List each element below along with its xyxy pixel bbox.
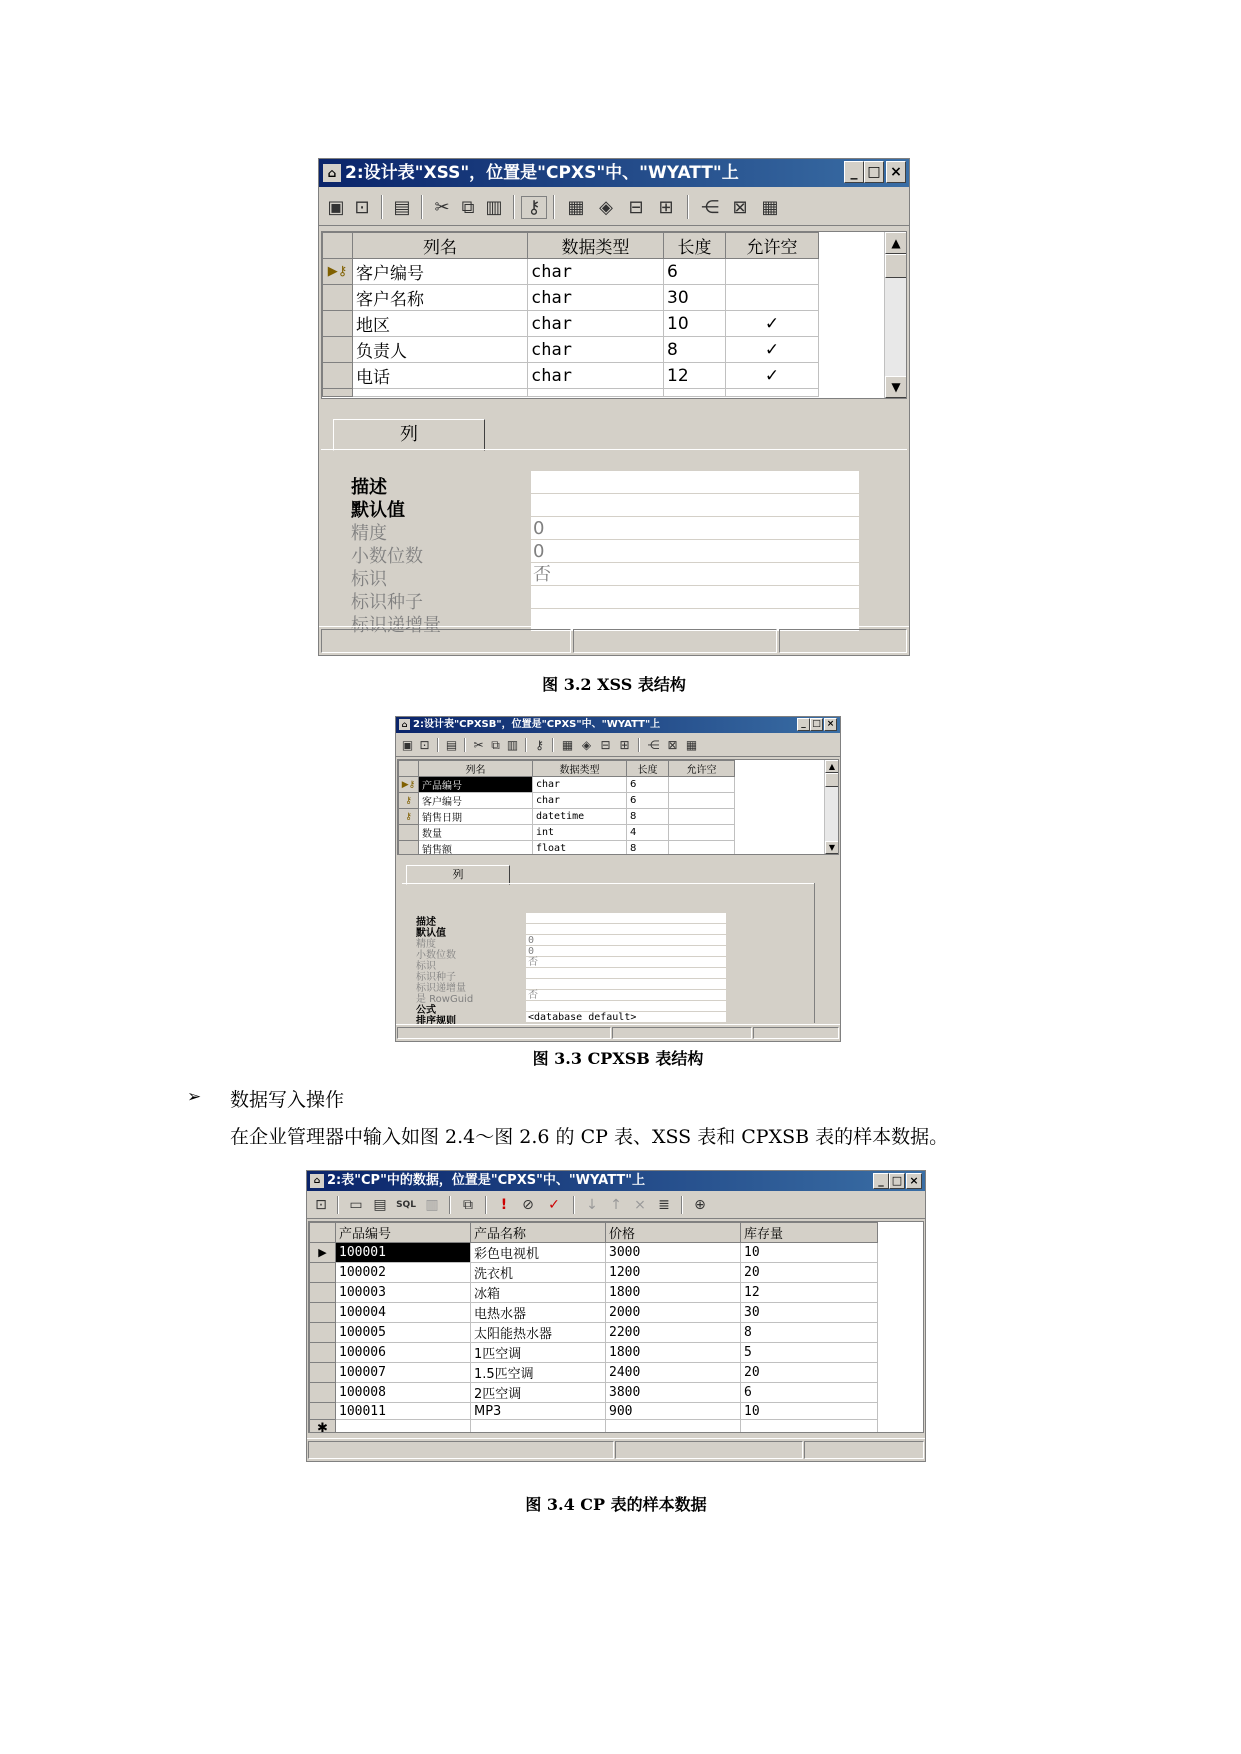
data-type-cell[interactable]: float xyxy=(533,841,627,856)
stock-cell[interactable]: 20 xyxy=(741,1363,878,1383)
data-type-cell[interactable]: int xyxy=(533,825,627,841)
data-type-cell[interactable]: char xyxy=(528,285,664,311)
fig32-tab-columns[interactable]: 列 xyxy=(333,419,485,451)
table-row[interactable] xyxy=(310,1303,878,1323)
property-label: 公式 xyxy=(416,1005,436,1016)
properties-icon[interactable]: ⊡ xyxy=(419,738,430,752)
row-selector[interactable] xyxy=(310,1403,336,1420)
price-cell[interactable]: 1200 xyxy=(606,1263,741,1283)
fig34-title: 2:表"CP"中的数据，位置是"CPXS"中、"WYATT"上 xyxy=(327,1173,645,1188)
nullable-cell[interactable]: ✓ xyxy=(726,311,819,337)
row-pointer-icon[interactable]: ▶ xyxy=(310,1243,336,1263)
data-type-cell[interactable]: char xyxy=(533,777,627,793)
length-cell[interactable]: 8 xyxy=(664,337,726,363)
property-value[interactable]: <database default> xyxy=(526,1012,726,1023)
copy-icon[interactable]: ⧉ xyxy=(491,737,500,752)
minimize-button[interactable]: _ xyxy=(873,1173,889,1189)
manage-indexes-icon[interactable]: ◈ xyxy=(581,738,592,752)
table-row[interactable] xyxy=(310,1383,878,1403)
scroll-down-icon[interactable]: ▼ xyxy=(885,376,907,398)
column-name-cell[interactable]: 销售额 xyxy=(419,841,533,856)
fig34-titlebar xyxy=(307,1171,925,1191)
show-grid-icon[interactable]: ▤ xyxy=(373,1197,387,1213)
length-cell[interactable]: 10 xyxy=(664,311,726,337)
fig34-window xyxy=(306,1170,926,1462)
empty-cell[interactable] xyxy=(471,1420,606,1434)
col-header-product-name[interactable]: 产品名称 xyxy=(471,1223,606,1243)
length-cell[interactable]: 8 xyxy=(627,809,669,825)
product-id-cell[interactable]: 100005 xyxy=(336,1323,471,1343)
change-query-type-icon[interactable]: ⧉ xyxy=(463,1197,473,1213)
nullable-cell[interactable]: ✓ xyxy=(726,337,819,363)
property-value[interactable]: 否 xyxy=(526,990,726,1001)
row-selector[interactable] xyxy=(310,1363,336,1383)
property-label: 标识 xyxy=(351,569,387,590)
row-selector[interactable]: ⚷ xyxy=(399,793,419,809)
column-name-cell[interactable]: 客户名称 xyxy=(353,285,528,311)
paste-icon[interactable]: ▥ xyxy=(485,196,503,218)
property-value[interactable]: 0 xyxy=(526,946,726,957)
data-type-cell[interactable]: char xyxy=(528,337,664,363)
primary-key-icon[interactable]: ⚷ xyxy=(521,196,547,219)
column-name-cell[interactable]: 负责人 xyxy=(353,337,528,363)
empty-cell[interactable] xyxy=(741,1420,878,1434)
fig33-tab-columns[interactable]: 列 xyxy=(406,865,510,885)
product-name-cell[interactable]: 2匹空调 xyxy=(471,1383,606,1403)
product-id-cell[interactable]: 100004 xyxy=(336,1303,471,1323)
col-header-type[interactable]: 数据类型 xyxy=(533,761,627,777)
property-label: 标识种子 xyxy=(351,592,423,613)
column-name-cell[interactable]: 客户编号 xyxy=(419,793,533,809)
data-type-cell[interactable]: char xyxy=(528,363,664,389)
property-label: 默认值 xyxy=(351,500,405,521)
length-cell[interactable]: 12 xyxy=(664,363,726,389)
length-cell[interactable]: 6 xyxy=(627,793,669,809)
fig32-statusbar xyxy=(319,626,909,655)
maximize-button[interactable]: □ xyxy=(810,718,823,731)
run-icon[interactable]: ! xyxy=(500,1197,508,1213)
price-cell[interactable]: 3800 xyxy=(606,1383,741,1403)
table-properties-icon[interactable]: ▦ xyxy=(561,738,574,752)
row-selector[interactable] xyxy=(310,1303,336,1323)
minimize-button[interactable]: _ xyxy=(797,718,810,731)
table-row[interactable] xyxy=(310,1403,878,1420)
col-header-name[interactable]: 列名 xyxy=(353,233,528,259)
row-selector[interactable]: ▶⚷ xyxy=(399,777,419,793)
app-icon: ⌂ xyxy=(323,164,341,182)
fig34-caption: 图 3.4 CP 表的样本数据 xyxy=(525,1495,707,1514)
manage-constraints-icon[interactable]: ⊞ xyxy=(658,196,674,218)
data-type-cell[interactable]: char xyxy=(533,793,627,809)
col-header-nullable[interactable]: 允许空 xyxy=(669,761,735,777)
stock-cell[interactable]: 10 xyxy=(741,1403,878,1420)
section-heading: 数据写入操作 xyxy=(230,1089,345,1111)
paste-icon[interactable]: ▥ xyxy=(506,738,519,752)
script-icon[interactable]: ▤ xyxy=(445,738,458,752)
product-id-cell[interactable]: 100001 xyxy=(336,1243,471,1263)
manage-relationships-icon[interactable]: ⊟ xyxy=(628,196,644,218)
table-properties-icon[interactable]: ▦ xyxy=(567,196,585,218)
property-label: 默认值 xyxy=(416,928,446,939)
product-name-cell[interactable]: 冰箱 xyxy=(471,1283,606,1303)
fig34-data-grid xyxy=(309,1222,878,1433)
grid-icon[interactable]: ▦ xyxy=(761,196,779,218)
price-cell[interactable]: 2200 xyxy=(606,1323,741,1343)
property-value[interactable]: 否 xyxy=(526,957,726,968)
property-label: 描述 xyxy=(351,477,387,498)
verify-sql-icon[interactable]: ✓ xyxy=(548,1197,560,1213)
sort-descending-icon[interactable]: ↑ xyxy=(610,1197,622,1213)
col-header-nullable[interactable]: 允许空 xyxy=(726,233,819,259)
column-name-cell[interactable]: 地区 xyxy=(353,311,528,337)
data-type-cell[interactable]: char xyxy=(528,311,664,337)
col-header-stock[interactable]: 库存量 xyxy=(741,1223,878,1243)
design-icon[interactable]: ⊠ xyxy=(732,196,748,218)
row-selector[interactable]: ▶⚷ xyxy=(323,259,353,285)
length-cell[interactable]: 8 xyxy=(627,841,669,856)
stock-cell[interactable]: 30 xyxy=(741,1303,878,1323)
close-button[interactable]: × xyxy=(824,718,837,731)
product-id-cell[interactable]: 100002 xyxy=(336,1263,471,1283)
properties-icon[interactable]: ⊡ xyxy=(315,1197,327,1213)
length-cell[interactable]: 30 xyxy=(664,285,726,311)
stock-cell[interactable]: 5 xyxy=(741,1343,878,1363)
col-header-product-id[interactable]: 产品编号 xyxy=(336,1223,471,1243)
manage-relationships-icon[interactable]: ⊟ xyxy=(600,738,611,752)
maximize-button[interactable]: □ xyxy=(864,161,884,183)
relationships-diagram-icon[interactable]: ⋲ xyxy=(647,738,660,752)
bullet-marker: ➢ xyxy=(187,1087,202,1107)
col-header-type[interactable]: 数据类型 xyxy=(528,233,664,259)
column-name-cell[interactable]: 数量 xyxy=(419,825,533,841)
scroll-up-icon[interactable]: ▲ xyxy=(885,232,907,254)
product-id-cell[interactable]: 100011 xyxy=(336,1403,471,1420)
product-id-cell[interactable]: 100008 xyxy=(336,1383,471,1403)
property-label: 标识递增量 xyxy=(416,983,466,994)
nullable-cell[interactable]: ✓ xyxy=(726,363,819,389)
sort-ascending-icon[interactable]: ↓ xyxy=(586,1197,598,1213)
manage-constraints-icon[interactable]: ⊞ xyxy=(619,738,630,752)
row-selector[interactable] xyxy=(310,1383,336,1403)
script-icon[interactable]: ▤ xyxy=(393,196,411,218)
property-label: 标识 xyxy=(416,961,436,972)
fig32-caption: 图 3.2 XSS 表结构 xyxy=(542,675,686,694)
property-value[interactable] xyxy=(531,494,859,517)
maximize-button[interactable]: □ xyxy=(889,1173,905,1189)
cut-icon[interactable]: ✂ xyxy=(434,196,450,218)
property-label: 描述 xyxy=(416,917,436,928)
property-label: 排序规则 xyxy=(416,1016,456,1027)
save-icon[interactable]: ▣ xyxy=(401,738,414,752)
product-name-cell[interactable]: MP3 xyxy=(471,1403,606,1420)
property-value[interactable] xyxy=(531,586,859,609)
product-name-cell[interactable]: 电热水器 xyxy=(471,1303,606,1323)
row-selector[interactable] xyxy=(310,1283,336,1303)
copy-icon[interactable]: ⧉ xyxy=(461,196,475,218)
show-sql-icon[interactable]: SQL xyxy=(396,1200,416,1210)
product-name-cell[interactable]: 洗衣机 xyxy=(471,1263,606,1283)
product-id-cell[interactable]: 100003 xyxy=(336,1283,471,1303)
product-name-cell[interactable]: 1匹空调 xyxy=(471,1343,606,1363)
table-row[interactable] xyxy=(310,1283,878,1303)
row-selector[interactable] xyxy=(310,1343,336,1363)
price-cell[interactable]: 2000 xyxy=(606,1303,741,1323)
fig33-title: 2:设计表"CPXSB"，位置是"CPXS"中、"WYATT"上 xyxy=(413,719,661,730)
product-id-cell[interactable]: 100006 xyxy=(336,1343,471,1363)
show-results-icon[interactable]: ▥ xyxy=(425,1197,439,1213)
new-row-icon[interactable]: ✱ xyxy=(310,1420,336,1434)
property-value[interactable]: 否 xyxy=(531,563,859,586)
property-value[interactable] xyxy=(526,968,726,979)
property-label: 精度 xyxy=(416,939,436,950)
fig33-statusbar xyxy=(396,1024,840,1041)
body-paragraph: 在企业管理器中输入如图 2.4～图 2.6 的 CP 表、XSS 表和 CPXSB 表的样本数据。 xyxy=(230,1126,949,1148)
fig34-grid-area xyxy=(308,1221,924,1433)
table-row[interactable] xyxy=(310,1243,878,1263)
length-cell[interactable]: 6 xyxy=(627,777,669,793)
design-icon[interactable]: ⊠ xyxy=(667,738,678,752)
cancel-query-icon[interactable]: ⊘ xyxy=(522,1197,534,1213)
property-label: 小数位数 xyxy=(351,546,423,567)
property-value[interactable]: 0 xyxy=(531,517,859,540)
row-selector[interactable]: ⚷ xyxy=(399,809,419,825)
app-icon: ⌂ xyxy=(399,719,410,730)
property-value[interactable]: 0 xyxy=(526,935,726,946)
table-row[interactable] xyxy=(310,1323,878,1343)
row-selector[interactable] xyxy=(310,1323,336,1343)
column-name-cell[interactable]: 销售日期 xyxy=(419,809,533,825)
stock-cell[interactable]: 6 xyxy=(741,1383,878,1403)
minimize-button[interactable]: _ xyxy=(844,161,864,183)
col-header-price[interactable]: 价格 xyxy=(606,1223,741,1243)
fig33-caption: 图 3.3 CPXSB 表结构 xyxy=(532,1049,704,1068)
col-header-length[interactable]: 长度 xyxy=(664,233,726,259)
empty-cell[interactable] xyxy=(336,1420,471,1434)
grid-corner xyxy=(310,1223,336,1243)
stock-cell[interactable]: 20 xyxy=(741,1263,878,1283)
price-cell[interactable]: 1800 xyxy=(606,1343,741,1363)
property-value[interactable] xyxy=(526,913,726,924)
price-cell[interactable]: 900 xyxy=(606,1403,741,1420)
col-header-name[interactable]: 列名 xyxy=(419,761,533,777)
table-row[interactable] xyxy=(310,1263,878,1283)
add-table-icon[interactable]: ⊕ xyxy=(694,1197,706,1213)
price-cell[interactable]: 3000 xyxy=(606,1243,741,1263)
stock-cell[interactable]: 8 xyxy=(741,1323,878,1343)
save-icon[interactable]: ▣ xyxy=(327,196,345,218)
table-row[interactable] xyxy=(310,1343,878,1363)
property-label: 是 RowGuid xyxy=(416,994,474,1005)
product-name-cell[interactable]: 1.5匹空调 xyxy=(471,1363,606,1383)
primary-key-icon[interactable]: ⚷ xyxy=(535,738,544,752)
data-type-cell[interactable]: char xyxy=(528,259,664,285)
close-button[interactable]: × xyxy=(906,1173,922,1189)
product-name-cell[interactable]: 彩色电视机 xyxy=(471,1243,606,1263)
fig32-props xyxy=(319,159,911,657)
property-label: 标识种子 xyxy=(416,972,456,983)
property-label: 标识递增量 xyxy=(351,615,441,636)
column-name-cell[interactable]: 产品编号 xyxy=(419,777,533,793)
table-row[interactable] xyxy=(310,1363,878,1383)
close-button[interactable]: × xyxy=(886,161,906,183)
length-cell[interactable]: 6 xyxy=(664,259,726,285)
length-cell[interactable]: 4 xyxy=(627,825,669,841)
stock-cell[interactable]: 12 xyxy=(741,1283,878,1303)
group-by-icon[interactable]: ≣ xyxy=(658,1197,670,1213)
cut-icon[interactable]: ✂ xyxy=(473,738,484,752)
property-label: 小数位数 xyxy=(416,950,456,961)
manage-indexes-icon[interactable]: ◈ xyxy=(599,196,613,218)
properties-icon[interactable]: ⊡ xyxy=(354,196,370,218)
col-header-length[interactable]: 长度 xyxy=(627,761,669,777)
new-row[interactable] xyxy=(310,1420,878,1434)
column-name-cell[interactable]: 客户编号 xyxy=(353,259,528,285)
property-value[interactable] xyxy=(526,924,726,935)
data-type-cell[interactable]: datetime xyxy=(533,809,627,825)
remove-filter-icon[interactable]: ⨯ xyxy=(634,1197,646,1213)
property-value[interactable] xyxy=(526,1001,726,1012)
fig34-statusbar xyxy=(307,1438,925,1461)
product-name-cell[interactable]: 太阳能热水器 xyxy=(471,1323,606,1343)
fig33-window xyxy=(395,716,841,1042)
price-cell[interactable]: 2400 xyxy=(606,1363,741,1383)
price-cell[interactable]: 1800 xyxy=(606,1283,741,1303)
product-id-cell[interactable]: 100007 xyxy=(336,1363,471,1383)
empty-cell[interactable] xyxy=(606,1420,741,1434)
property-value[interactable]: 0 xyxy=(531,540,859,563)
fig32-title: 2:设计表"XSS"，位置是"CPXS"中、"WYATT"上 xyxy=(345,163,739,183)
stock-cell[interactable]: 10 xyxy=(741,1243,878,1263)
show-diagram-icon[interactable]: ▭ xyxy=(349,1197,363,1213)
app-icon: ⌂ xyxy=(310,1174,324,1188)
scroll-down-icon[interactable]: ▼ xyxy=(825,841,839,854)
property-value[interactable] xyxy=(526,979,726,990)
scroll-up-icon[interactable]: ▲ xyxy=(825,760,839,773)
grid-icon[interactable]: ▦ xyxy=(685,738,698,752)
column-name-cell[interactable]: 电话 xyxy=(353,363,528,389)
row-selector[interactable] xyxy=(310,1263,336,1283)
property-value[interactable] xyxy=(531,471,859,494)
property-label: 精度 xyxy=(351,523,387,544)
fig34-toolbar xyxy=(307,1192,925,1219)
fig33-props xyxy=(396,717,842,1043)
relationships-diagram-icon[interactable]: ⋲ xyxy=(701,196,719,218)
fig32-window xyxy=(318,158,910,656)
